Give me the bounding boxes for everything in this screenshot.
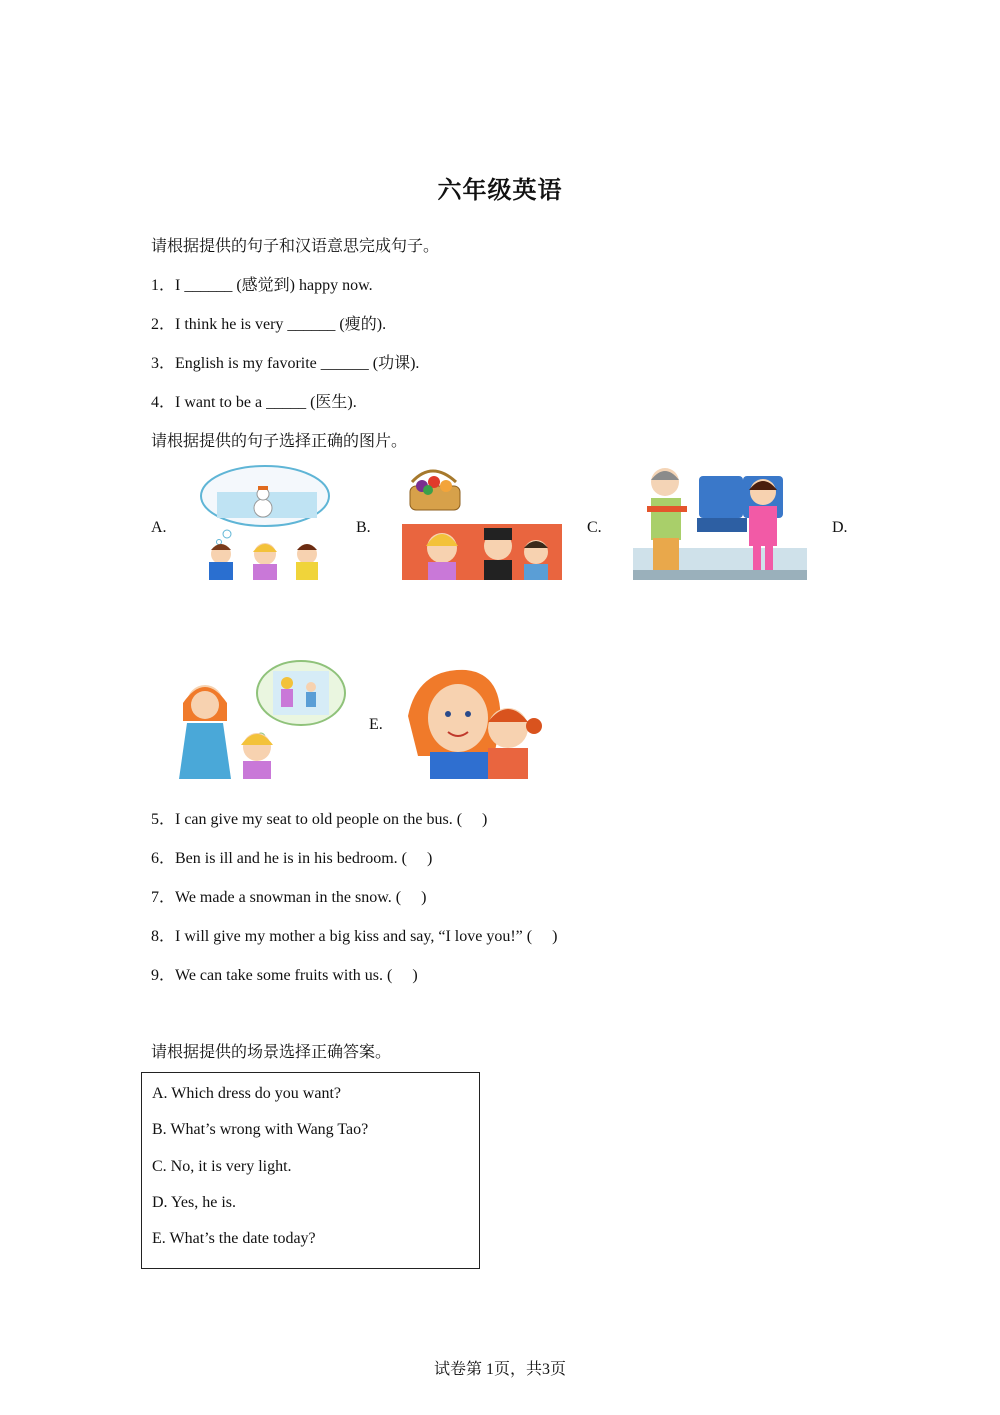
answer-option-c: C. No, it is very light. — [152, 1158, 292, 1175]
question-9: 9．We can take some fruits with us. ( ) — [151, 967, 418, 984]
option-a-label: A. — [151, 519, 167, 536]
question-1: 1．I ______ (感觉到) happy now. — [151, 277, 373, 294]
option-c-label: C. — [587, 519, 602, 536]
option-d-label: D. — [832, 519, 848, 536]
option-e-label: E. — [369, 716, 383, 733]
question-7: 7．We made a snowman in the snow. ( ) — [151, 889, 427, 906]
option-b-label: B. — [356, 519, 371, 536]
question-6: 6．Ben is ill and he is in his bedroom. ( ) — [151, 850, 433, 867]
question-4: 4．I want to be a _____ (医生). — [151, 394, 357, 411]
answer-option-e: E. What’s the date today? — [152, 1230, 316, 1247]
question-8: 8．I will give my mother a big kiss and say, “I love you!” ( ) — [151, 928, 558, 945]
page-title: 六年级英语 — [437, 176, 563, 204]
page-footer: 试卷第 1页，共3页 — [433, 1361, 566, 1378]
answer-options-box — [141, 1072, 480, 1269]
picture-e-kiss — [404, 666, 544, 779]
answer-option-b: B. What’s wrong with Wang Tao? — [152, 1121, 369, 1138]
picture-a-snowman — [197, 462, 335, 580]
picture-c-bus-seat — [633, 462, 807, 580]
section3-instruction: 请根据提供的场景选择正确答案。 — [151, 1042, 392, 1061]
answer-option-d: D. Yes, he is. — [152, 1194, 237, 1211]
answer-option-a: A. Which dress do you want? — [152, 1085, 341, 1102]
picture-b-fruits — [402, 462, 562, 580]
picture-d-girls — [165, 657, 350, 779]
question-5: 5．I can give my seat to old people on the bus. ( ) — [151, 811, 488, 828]
section2-instruction: 请根据提供的句子选择正确的图片。 — [151, 431, 408, 450]
question-3: 3．English is my favorite ______ (功课). — [151, 355, 420, 372]
question-2: 2．I think he is very ______ (瘦的). — [151, 316, 387, 333]
section1-instruction: 请根据提供的句子和汉语意思完成句子。 — [151, 236, 440, 255]
